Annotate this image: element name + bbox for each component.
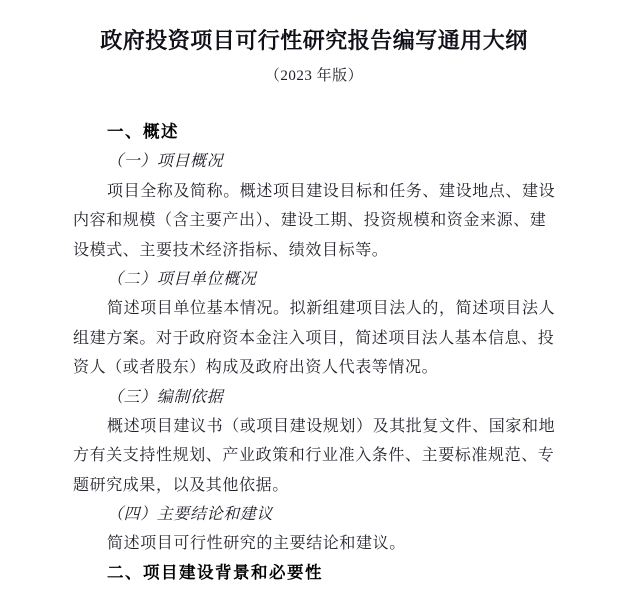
paragraph-line: 题研究成果，以及其他依据。	[73, 476, 289, 494]
paragraph-line: 组建方案。对于政府资本金注入项目，简述项目法人基本信息、投	[73, 329, 555, 347]
paragraph-line: 内容和规模（含主要产出）、建设工期、投资规模和资金来源、建	[73, 212, 547, 230]
page-title: 政府投资项目可行性研究报告编写通用大纲	[100, 28, 528, 53]
subsection-heading: （一）项目概况	[107, 153, 224, 171]
subsection-heading: （四）主要结论和建议	[107, 506, 274, 524]
section-heading: 二、项目建设背景和必要性	[107, 563, 323, 582]
page-subtitle: （2023 年版）	[264, 68, 364, 84]
paragraph-line: 简述项目可行性研究的主要结论和建议。	[107, 535, 406, 553]
paragraph-line: 概述项目建议书（或项目建设规划）及其批复文件、国家和地	[107, 417, 556, 435]
subsection-heading: （三）编制依据	[107, 388, 224, 406]
paragraph-line: 设模式、主要技术经济指标、绩效目标等。	[73, 241, 389, 259]
paragraph-line: 简述项目单位基本情况。拟新组建项目法人的，简述项目法人	[107, 300, 556, 318]
subsection-heading: （二）项目单位概况	[107, 270, 257, 288]
document-body	[73, 118, 628, 588]
section-heading: 一、概述	[107, 123, 179, 141]
paragraph-line: 方有关支持性规划、产业政策和行业准入条件、主要标准规范、专	[73, 447, 555, 465]
paragraph-line: 项目全称及简称。概述项目建设目标和任务、建设地点、建设	[107, 182, 556, 200]
paragraph-line: 资人（或者股东）构成及政府出资人代表等情况。	[73, 359, 439, 377]
